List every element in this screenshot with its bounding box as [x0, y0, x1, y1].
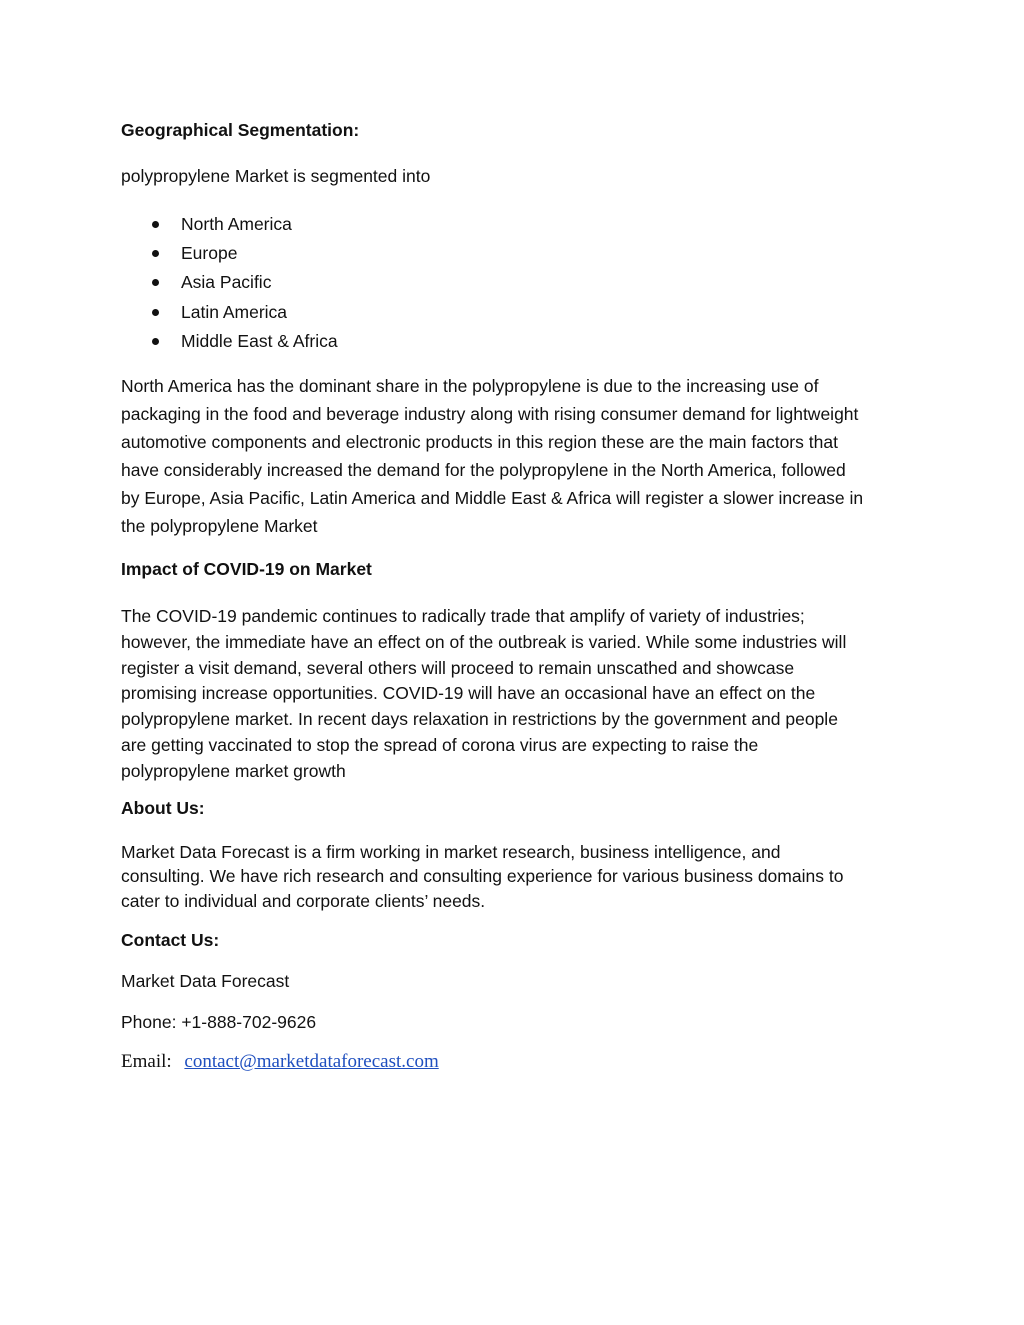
email-link[interactable]: contact@marketdataforecast.com [184, 1051, 439, 1072]
paragraph-line: automotive components and electronic products in this region these are the main factors that [121, 432, 838, 453]
about-us-heading: About Us: [121, 798, 205, 818]
paragraph-line: polypropylene market growth [121, 760, 346, 781]
covid-impact-heading: Impact of COVID-19 on Market [121, 559, 372, 579]
email-row [121, 1051, 439, 1073]
bullet-icon [152, 338, 159, 345]
company-name: Market Data Forecast [121, 971, 290, 991]
covid-paragraph [121, 604, 846, 785]
region-label: Latin America [181, 301, 288, 322]
north-america-paragraph [121, 372, 863, 541]
paragraph-line: consulting. We have rich research and consulting experience for various business domains to [121, 866, 844, 887]
list-item [121, 327, 338, 356]
bullet-icon [152, 279, 159, 286]
paragraph-line: promising increase opportunities. COVID-19 will have an occasional have an effect on the [121, 683, 816, 704]
about-us-paragraph [121, 840, 843, 913]
region-list [121, 210, 338, 356]
phone-number: Phone: +1-888-702-9626 [121, 1012, 317, 1032]
region-label: Asia Pacific [181, 272, 272, 293]
paragraph-line: Market Data Forecast is a firm working in market research, business intelligence, and [121, 842, 781, 862]
contact-us-heading: Contact Us: [121, 930, 220, 950]
segmentation-intro: polypropylene Market is segmented into [121, 166, 431, 186]
region-label: North America [181, 214, 292, 234]
list-item [121, 210, 338, 239]
geographical-segmentation-heading: Geographical Segmentation: [121, 120, 360, 140]
paragraph-line: The COVID-19 pandemic continues to radically trade that amplify of variety of industries; [121, 606, 805, 626]
region-label: Europe [181, 243, 238, 264]
paragraph-line: are getting vaccinated to stop the spread of corona virus are expecting to raise the [121, 734, 759, 755]
paragraph-line: polypropylene market. In recent days relaxation in restrictions by the government and people [121, 709, 838, 730]
paragraph-line: by Europe, Asia Pacific, Latin America and Middle East & Africa will register a slower increase in [121, 488, 864, 509]
region-label: Middle East & Africa [181, 330, 338, 351]
paragraph-line: North America has the dominant share in the polypropylene is due to the increasing use of [121, 376, 819, 396]
paragraph-line: packaging in the food and beverage industry along with rising consumer demand for lightweight [121, 404, 859, 425]
list-item [121, 239, 338, 268]
paragraph-line: the polypropylene Market [121, 516, 318, 537]
paragraph-line: however, the immediate have an effect on of the outbreak is varied. While some industries will [121, 631, 847, 652]
bullet-icon [152, 309, 159, 316]
email-label: Email: [121, 1051, 172, 1072]
list-item [121, 268, 338, 297]
bullet-icon [152, 221, 159, 228]
bullet-icon [152, 250, 159, 257]
paragraph-line: have considerably increased the demand for the polypropylene in the North America, followed [121, 460, 846, 481]
paragraph-line: register a visit demand, several others will proceed to remain unscathed and showcase [121, 657, 795, 678]
list-item [121, 298, 338, 327]
paragraph-line: cater to individual and corporate clients’ needs. [121, 890, 486, 911]
